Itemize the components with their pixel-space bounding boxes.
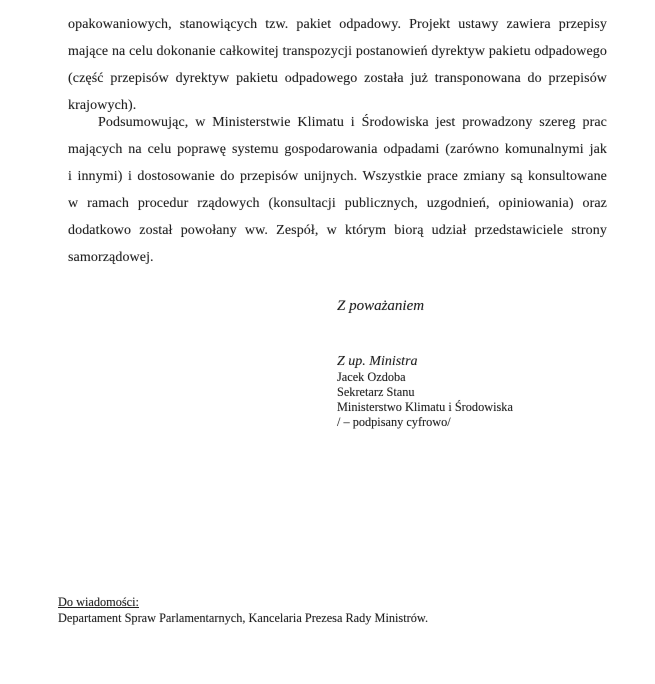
closing-salutation: Z poważaniem (337, 298, 425, 314)
paragraph-line: Podsumowując, w Ministerstwie Klimatu i Środowiska jest prowadzony szereg prac (98, 115, 607, 130)
paragraph-line: samorządowej. (68, 250, 154, 265)
body-paragraph-1 (68, 11, 607, 119)
signature-digital-note: / – podpisany cyfrowo/ (337, 415, 451, 429)
paragraph-line: w ramach procedur rządowych (konsultacji publicznych, uzgodnień, opiniowania) oraz (68, 196, 607, 211)
paragraph-line: mające na celu dokonanie całkowitej transpozycji postanowień dyrektyw pakietu odpadowego (68, 44, 607, 59)
signature-title: Sekretarz Stanu (337, 385, 415, 399)
signature-name: Jacek Ozdoba (337, 370, 406, 384)
cc-recipients: Departament Spraw Parlamentarnych, Kancelaria Prezesa Rady Ministrów. (58, 610, 429, 625)
paragraph-line: (część przepisów dyrektyw pakietu odpadowego została już transponowana do przepisów (68, 71, 607, 86)
signature-block (337, 353, 513, 430)
paragraph-line: opakowaniowych, stanowiących tzw. pakiet odpadowy. Projekt ustawy zawiera przepisy (68, 17, 607, 32)
cc-heading: Do wiadomości: (58, 595, 139, 609)
paragraph-line: dodatkowo został powołany ww. Zespół, w którym biorą udział przedstawiciele strony (68, 223, 607, 238)
signature-authority: Z up. Ministra (337, 354, 418, 369)
body-paragraph-2 (68, 109, 607, 271)
paragraph-line: krajowych). (68, 98, 137, 113)
paragraph-line: mających na celu poprawę systemu gospodarowania odpadami (zarówno komunalnymi jak (68, 142, 607, 157)
signature-organization: Ministerstwo Klimatu i Środowiska (337, 400, 513, 414)
paragraph-line: i innymi) i dostosowanie do przepisów unijnych. Wszystkie prace zmiany są konsultowane (68, 169, 607, 184)
cc-block (58, 595, 428, 626)
